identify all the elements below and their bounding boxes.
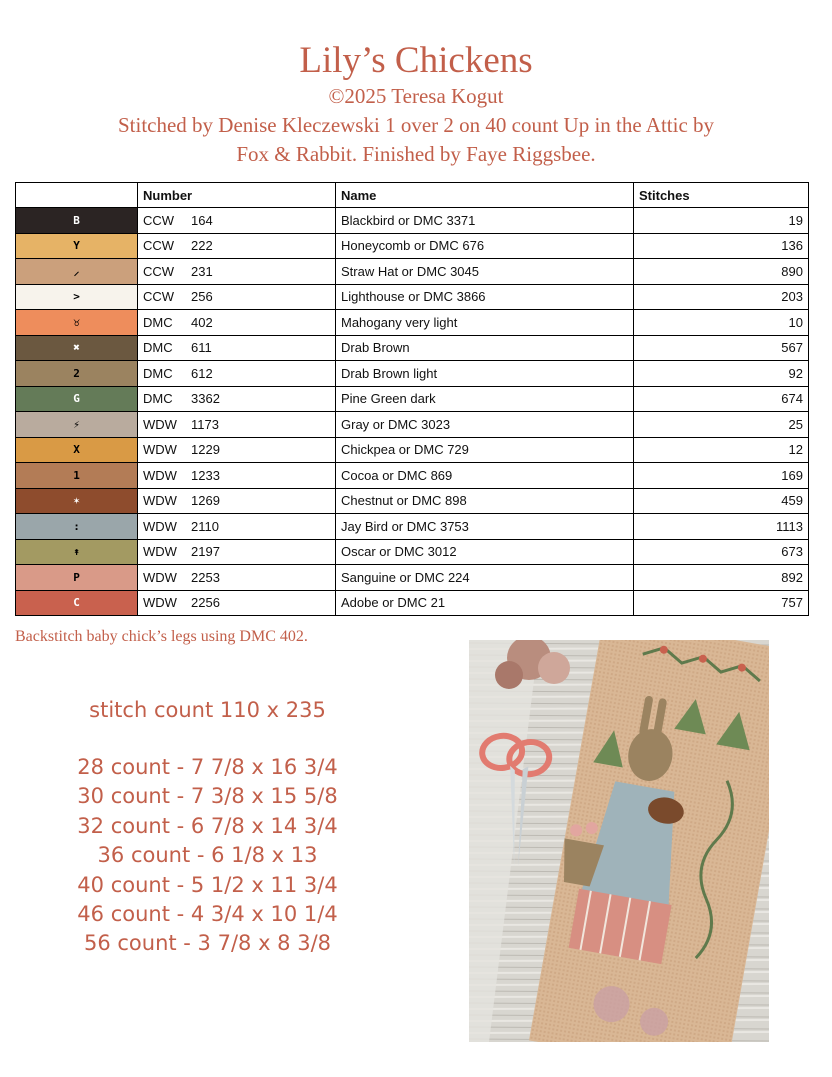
table-row bbox=[16, 539, 809, 565]
thread-code: 2197 bbox=[191, 544, 220, 560]
credit-text bbox=[0, 111, 832, 169]
thread-number bbox=[138, 514, 336, 540]
thread-name: Drab Brown bbox=[336, 335, 634, 361]
photo-illustration bbox=[469, 640, 769, 1042]
thread-number bbox=[138, 310, 336, 336]
thread-brand: WDW bbox=[143, 467, 177, 483]
stitch-symbol: B bbox=[73, 213, 80, 227]
thread-code: 612 bbox=[191, 365, 213, 381]
thread-brand: CCW bbox=[143, 212, 175, 228]
stitch-symbol: Y bbox=[73, 239, 80, 253]
table-row bbox=[16, 335, 809, 361]
thread-number bbox=[138, 233, 336, 259]
thread-name: Cocoa or DMC 869 bbox=[336, 463, 634, 489]
fabric-count-line: 32 count - 6 7/8 x 14 3/4 bbox=[77, 813, 338, 838]
symbol-column-header bbox=[16, 183, 138, 208]
thread-brand: WDW bbox=[143, 493, 177, 509]
thread-code: 2253 bbox=[191, 569, 220, 585]
thread-number bbox=[138, 539, 336, 565]
thread-brand: CCW bbox=[143, 263, 175, 279]
table-row bbox=[16, 208, 809, 234]
thread-code: 222 bbox=[191, 238, 213, 254]
fabric-count-line: 40 count - 5 1/2 x 11 3/4 bbox=[77, 872, 338, 897]
credit-line-2: Fox & Rabbit. Finished by Faye Riggsbee. bbox=[236, 142, 596, 166]
stitch-total: 1113 bbox=[634, 514, 809, 540]
color-swatch bbox=[16, 514, 138, 540]
thread-brand: DMC bbox=[143, 365, 173, 381]
thread-code: 2110 bbox=[191, 518, 219, 534]
name-column-header: Name bbox=[336, 183, 634, 208]
thread-code: 3362 bbox=[191, 391, 220, 407]
thread-brand: CCW bbox=[143, 289, 175, 305]
thread-code: 1269 bbox=[191, 493, 220, 509]
stitch-symbol: P bbox=[73, 570, 80, 584]
page-header bbox=[0, 38, 832, 169]
table-row bbox=[16, 514, 809, 540]
stitch-symbol: G bbox=[73, 392, 80, 406]
fabric-count-line: 56 count - 3 7/8 x 8 3/8 bbox=[83, 931, 332, 956]
table-row bbox=[16, 310, 809, 336]
thread-code: 1173 bbox=[191, 416, 219, 432]
thread-name: Pine Green dark bbox=[336, 386, 634, 412]
thread-brand: DMC bbox=[143, 391, 173, 407]
stitch-symbol: ✖ bbox=[73, 341, 80, 355]
thread-number bbox=[138, 590, 336, 616]
stitch-total: 757 bbox=[634, 590, 809, 616]
color-swatch bbox=[16, 539, 138, 565]
thread-code: 611 bbox=[191, 340, 212, 356]
color-swatch bbox=[16, 386, 138, 412]
table-row bbox=[16, 437, 809, 463]
table-header-row bbox=[16, 183, 809, 208]
stitch-symbol: ↟ bbox=[73, 545, 80, 559]
thread-brand: CCW bbox=[143, 238, 175, 254]
thread-brand: WDW bbox=[143, 569, 177, 585]
stitch-symbol: ♉ bbox=[73, 315, 80, 329]
thread-name: Adobe or DMC 21 bbox=[336, 590, 634, 616]
thread-number bbox=[138, 437, 336, 463]
color-swatch bbox=[16, 565, 138, 591]
stitch-symbol: > bbox=[73, 290, 80, 304]
table-row bbox=[16, 284, 809, 310]
thread-brand: WDW bbox=[143, 518, 177, 534]
fabric-size-list bbox=[55, 695, 360, 959]
thread-key-table bbox=[15, 182, 809, 616]
stitched-sample-photo bbox=[469, 640, 769, 1042]
stitch-symbol: ✶ bbox=[73, 494, 80, 508]
stitch-total: 19 bbox=[634, 208, 809, 234]
thread-brand: DMC bbox=[143, 340, 173, 356]
thread-brand: WDW bbox=[143, 442, 177, 458]
thread-number bbox=[138, 361, 336, 387]
color-swatch bbox=[16, 590, 138, 616]
table-row bbox=[16, 488, 809, 514]
stitch-symbol: X bbox=[73, 443, 80, 457]
thread-name: Oscar or DMC 3012 bbox=[336, 539, 634, 565]
stitch-total: 673 bbox=[634, 539, 809, 565]
stitch-total: 169 bbox=[634, 463, 809, 489]
color-swatch bbox=[16, 463, 138, 489]
stitch-total: 203 bbox=[634, 284, 809, 310]
thread-number bbox=[138, 565, 336, 591]
thread-name: Drab Brown light bbox=[336, 361, 634, 387]
fabric-count-line: 36 count - 6 1/8 x 13 bbox=[97, 843, 318, 868]
color-swatch bbox=[16, 335, 138, 361]
thread-number bbox=[138, 259, 336, 285]
thread-name: Lighthouse or DMC 3866 bbox=[336, 284, 634, 310]
table-row bbox=[16, 233, 809, 259]
stitch-total: 136 bbox=[634, 233, 809, 259]
fabric-count-line: 46 count - 4 3/4 x 10 1/4 bbox=[77, 902, 338, 927]
thread-brand: DMC bbox=[143, 314, 173, 330]
color-swatch bbox=[16, 488, 138, 514]
table-row bbox=[16, 565, 809, 591]
thread-number bbox=[138, 208, 336, 234]
thread-name: Straw Hat or DMC 3045 bbox=[336, 259, 634, 285]
table-row bbox=[16, 463, 809, 489]
stitches-column-header: Stitches bbox=[634, 183, 809, 208]
thread-name: Gray or DMC 3023 bbox=[336, 412, 634, 438]
thread-code: 164 bbox=[191, 212, 213, 228]
stitch-total: 567 bbox=[634, 335, 809, 361]
credit-line-1: Stitched by Denise Kleczewski 1 over 2 on 40 count Up in the Attic by bbox=[117, 113, 715, 137]
copyright-line: ©2025 Teresa Kogut bbox=[328, 84, 504, 108]
color-swatch bbox=[16, 284, 138, 310]
color-swatch bbox=[16, 412, 138, 438]
thread-name: Blackbird or DMC 3371 bbox=[336, 208, 634, 234]
table-row bbox=[16, 259, 809, 285]
table-row bbox=[16, 386, 809, 412]
table-row bbox=[16, 412, 809, 438]
thread-name: Chickpea or DMC 729 bbox=[336, 437, 634, 463]
count-lines bbox=[55, 753, 360, 959]
thread-name: Mahogany very light bbox=[336, 310, 634, 336]
backstitch-note: Backstitch baby chick’s legs using DMC 402. bbox=[15, 628, 308, 645]
color-swatch bbox=[16, 437, 138, 463]
stitch-symbol: ⚡ bbox=[73, 417, 80, 431]
color-swatch bbox=[16, 233, 138, 259]
number-column-header: Number bbox=[138, 183, 336, 208]
stitch-total: 459 bbox=[634, 488, 809, 514]
table-row bbox=[16, 590, 809, 616]
thread-number bbox=[138, 412, 336, 438]
stitch-total: 92 bbox=[634, 361, 809, 387]
fabric-count-line: 30 count - 7 3/8 x 15 5/8 bbox=[77, 784, 338, 809]
stitch-total: 25 bbox=[634, 412, 809, 438]
stitch-count: stitch count 110 x 235 bbox=[89, 698, 326, 722]
thread-number bbox=[138, 386, 336, 412]
stitch-symbol: 2 bbox=[73, 366, 80, 380]
thread-key-body bbox=[16, 208, 809, 616]
stitch-total: 890 bbox=[634, 259, 809, 285]
thread-name: Jay Bird or DMC 3753 bbox=[336, 514, 634, 540]
stitch-symbol: : bbox=[73, 519, 80, 533]
table-row bbox=[16, 361, 809, 387]
thread-brand: WDW bbox=[143, 544, 177, 560]
thread-number bbox=[138, 284, 336, 310]
thread-number bbox=[138, 463, 336, 489]
page-title: Lily’s Chickens bbox=[299, 40, 533, 81]
thread-code: 402 bbox=[191, 314, 213, 330]
thread-number bbox=[138, 488, 336, 514]
stitch-total: 12 bbox=[634, 437, 809, 463]
color-swatch bbox=[16, 361, 138, 387]
stitch-total: 674 bbox=[634, 386, 809, 412]
stitch-total: 10 bbox=[634, 310, 809, 336]
thread-brand: WDW bbox=[143, 595, 177, 611]
color-swatch bbox=[16, 259, 138, 285]
color-swatch bbox=[16, 208, 138, 234]
thread-name: Sanguine or DMC 224 bbox=[336, 565, 634, 591]
thread-code: 1229 bbox=[191, 442, 220, 458]
thread-name: Chestnut or DMC 898 bbox=[336, 488, 634, 514]
color-swatch bbox=[16, 310, 138, 336]
thread-brand: WDW bbox=[143, 416, 177, 432]
thread-code: 231 bbox=[191, 263, 213, 279]
thread-code: 256 bbox=[191, 289, 213, 305]
stitch-total: 892 bbox=[634, 565, 809, 591]
stitch-symbol: C bbox=[73, 596, 80, 610]
fabric-count-line: 28 count - 7 7/8 x 16 3/4 bbox=[77, 755, 338, 779]
thread-code: 1233 bbox=[191, 467, 220, 483]
stitch-symbol: 1 bbox=[73, 468, 80, 482]
stitch-symbol: ⸝ bbox=[73, 264, 80, 278]
thread-name: Honeycomb or DMC 676 bbox=[336, 233, 634, 259]
thread-code: 2256 bbox=[191, 595, 220, 611]
thread-number bbox=[138, 335, 336, 361]
